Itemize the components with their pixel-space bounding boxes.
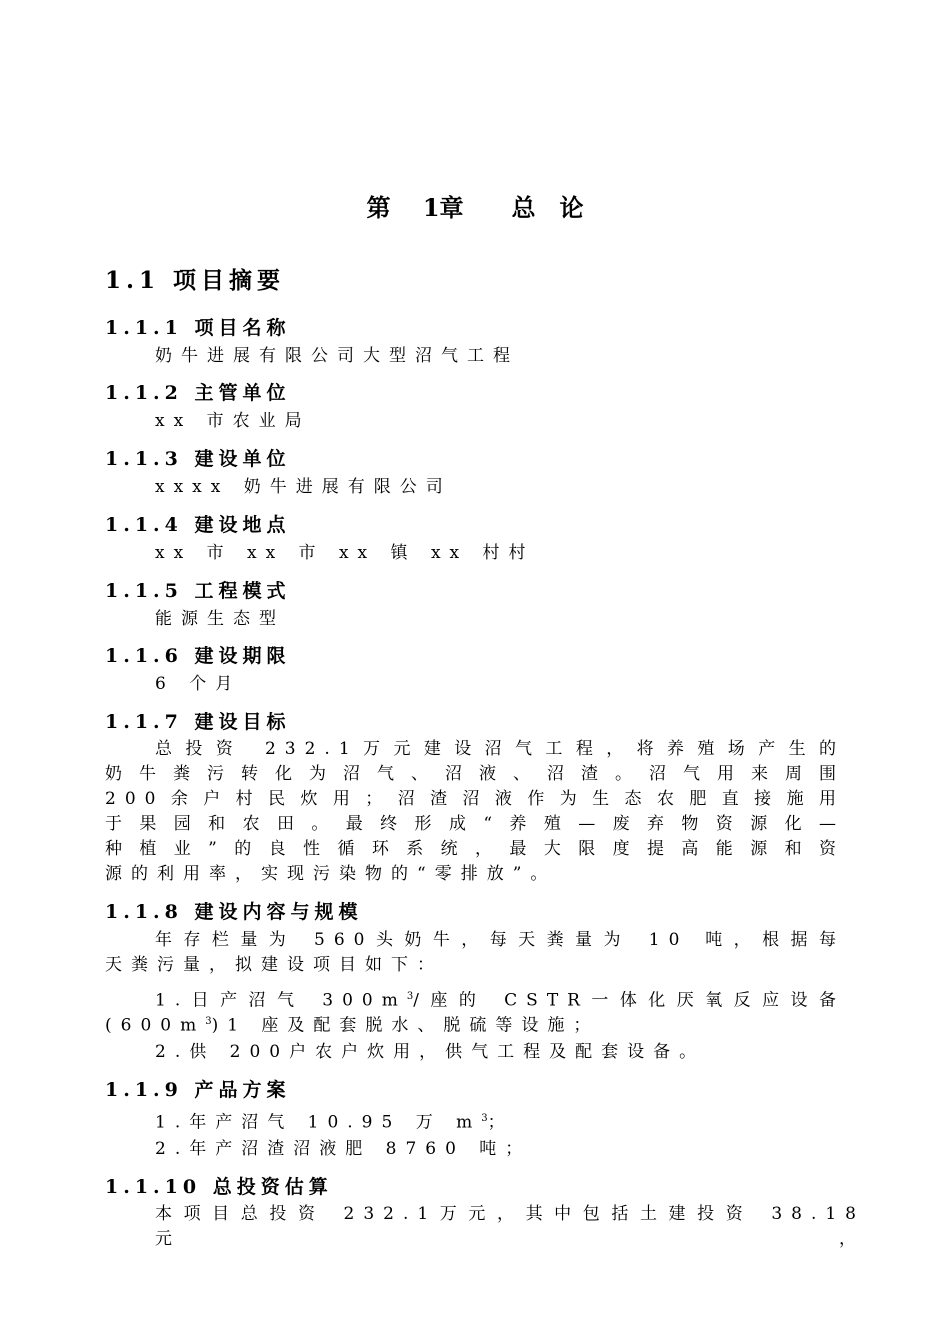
text-project-name: 奶牛进展有限公司大型沼气工程	[155, 346, 519, 366]
heading-builder: 1.1.3 建设单位	[105, 448, 291, 470]
list-item-1-line: $(600m^3)1$ 座及配套脱水、脱硫等设施；	[105, 1015, 600, 1036]
goal-line: 总投资 232.1万元建设沼气工程，将养殖场产生的	[155, 739, 845, 759]
goal-line: 于果园和农田。最终形成“养殖—废弃物资源化—	[105, 814, 845, 834]
text-product-2: 2.年产沼渣沼液肥 8760 吨；	[155, 1139, 532, 1159]
goal-line: 源的利用率，实现污染物的“零排放”。	[105, 864, 557, 884]
heading-location: 1.1.4 建设地点	[105, 514, 291, 536]
paragraph-investment	[105, 1202, 865, 1249]
investment-line: 本项目总投资 232.1万元，其中包括土建投资 38.18元，	[155, 1204, 865, 1249]
text-product-1: 1.年产沼气 10.95 万 $m^3$；	[155, 1112, 514, 1133]
text-mode: 能源生态型	[155, 609, 285, 629]
heading-project-name: 1.1.1 项目名称	[105, 317, 291, 339]
chapter-title: 第 1章 总 论	[366, 193, 584, 222]
text-supervisor: xx 市农业局	[155, 411, 311, 431]
goal-line: 奶牛粪污转化为沼气、沼液、沼渣。沼气用来周围	[105, 764, 845, 784]
goal-line: 种植业”的良性循环系统，最大限度提高能源和资	[105, 839, 845, 859]
heading-supervisor: 1.1.2 主管单位	[105, 382, 291, 404]
scope-line: 年存栏量为 560头奶牛，每天粪量为 10 吨，根据每	[155, 930, 845, 950]
heading-investment: 1.1.10 总投资估算	[105, 1176, 333, 1198]
scope-line: 天粪污量，拟建设项目如下：	[105, 955, 443, 975]
heading-mode: 1.1.5 工程模式	[105, 580, 291, 602]
list-item-1	[105, 984, 845, 1034]
heading-scope: 1.1.8 建设内容与规模	[105, 901, 363, 923]
heading-period: 1.1.6 建设期限	[105, 645, 291, 667]
section-heading: 1.1 项目摘要	[105, 267, 286, 294]
list-item-1-line: 1.日产沼气 $300m^3/$座的 CSTR一体化厌氧反应设备	[155, 990, 845, 1011]
text-period: 6 个月	[155, 674, 242, 694]
heading-product: 1.1.9 产品方案	[105, 1079, 291, 1101]
goal-line: 200余户村民炊用；沼渣沼液作为生态农肥直接施用	[105, 789, 845, 809]
paragraph-scope	[105, 928, 845, 978]
heading-goal: 1.1.7 建设目标	[105, 711, 291, 733]
text-builder: xxxx 奶牛进展有限公司	[155, 477, 452, 497]
list-item-2: 2.供 200户农户炊用，供气工程及配套设备。	[155, 1042, 706, 1062]
text-location: xx 市 xx 市 xx 镇 xx 村村	[155, 543, 535, 563]
paragraph-goal	[105, 737, 845, 887]
